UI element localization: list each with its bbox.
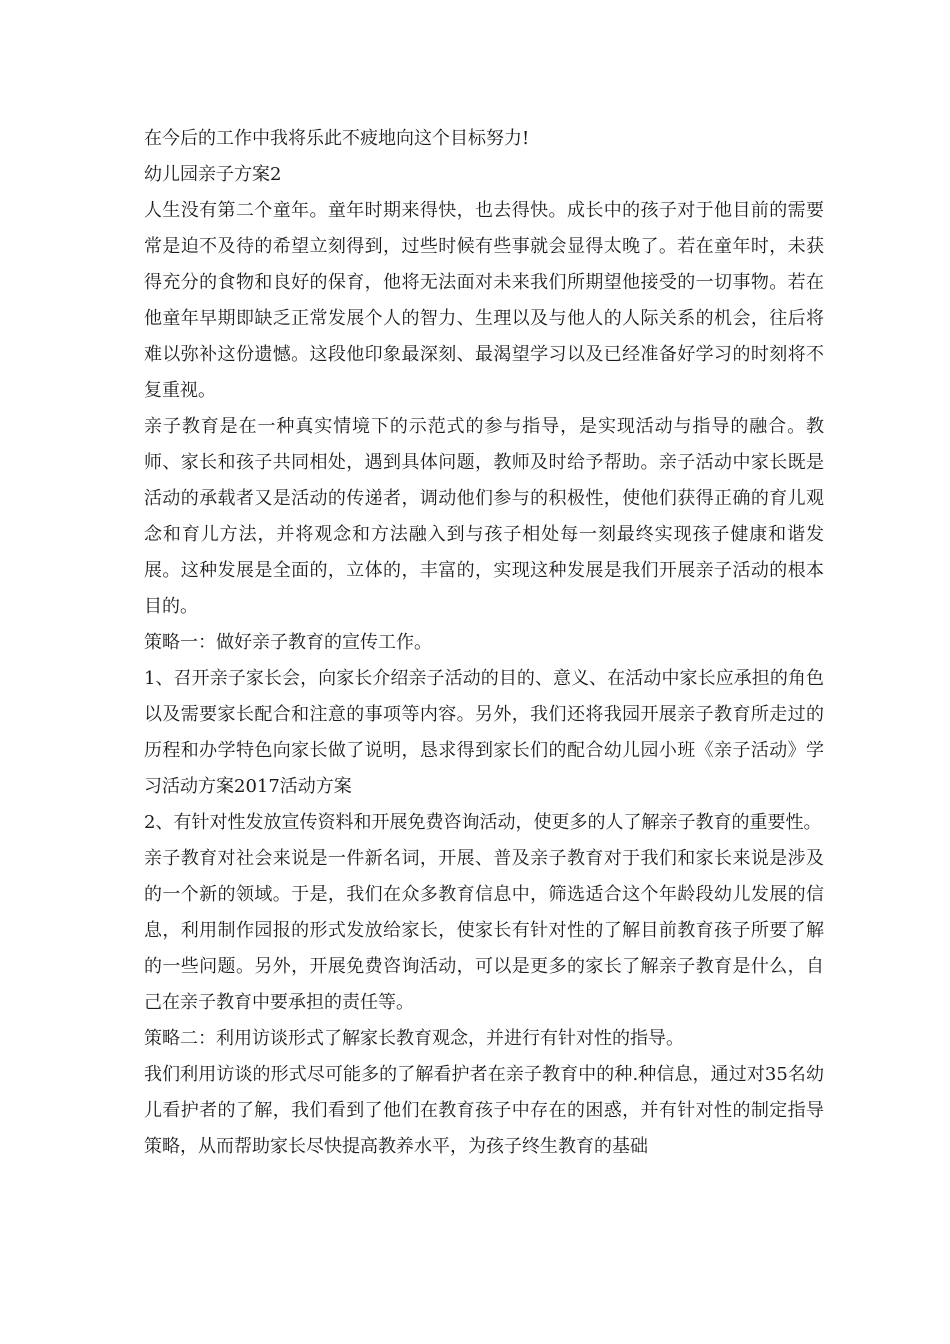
section-heading: 幼儿园亲子方案2 <box>144 164 282 185</box>
strategy-one-heading: 策略一：做好亲子教育的宣传工作。 <box>144 632 432 653</box>
list-item-2: 2、有针对性发放宣传资料和开展免费咨询活动，使更多的人了解亲子教育的重要性。 <box>144 812 822 833</box>
paragraph-interviews: 我们利用访谈的形式尽可能多的了解看护者在亲子教育中的种.种信息，通过对35名幼儿看护者的了解，我们看到了他们在教育孩子中存在的困惑，并有针对性的制定指导策略，从而帮助家长尽快提高教养水平，为孩子终生教育的基础 <box>144 1064 824 1157</box>
list-item-1: 1、召开亲子家长会，向家长介绍亲子活动的目的、意义、在活动中家长应承担的角色以及需要家长配合和注意的事项等内容。另外，我们还将我园开展亲子教育所走过的历程和办学特色向家长做了说明，恳求得到家长们的配合幼儿园小班《亲子活动》学习活动方案2017活动方案 <box>144 668 824 797</box>
paragraph-closing-line: 在今后的工作中我将乐此不疲地向这个目标努力! <box>144 128 530 149</box>
strategy-two-heading: 策略二：利用访谈形式了解家长教育观念，并进行有针对性的指导。 <box>144 1028 684 1049</box>
paragraph-childhood: 人生没有第二个童年。童年时期来得快，也去得快。成长中的孩子对于他目前的需要常是迫不及待的希望立刻得到，过些时候有些事就会显得太晚了。若在童年时，未获得充分的食物和良好的保育，他将无法面对未来我们所期望他接受的一切事物。若在他童年早期即缺乏正常发展个人的智力、生理以及与他人的人际关系的机会，往后将难以弥补这份遗憾。这段他印象最深刻、最渴望学习以及已经准备好学习的时刻将不复重视。 <box>144 200 824 401</box>
paragraph-new-concept: 亲子教育对社会来说是一件新名词，开展、普及亲子教育对于我们和家长来说是涉及的一个新的领域。于是，我们在众多教育信息中，筛选适合这个年龄段幼儿发展的信息，利用制作园报的形式发放给家长，使家长有针对性的了解目前教育孩子所要了解的一些问题。另外，开展免费咨询活动，可以是更多的家长了解亲子教育是什么，自己在亲子教育中要承担的责任等。 <box>144 848 824 1013</box>
document-body <box>144 121 824 1165</box>
paragraph-parent-child-education: 亲子教育是在一种真实情境下的示范式的参与指导，是实现活动与指导的融合。教师、家长和孩子共同相处，遇到具体问题，教师及时给予帮助。亲子活动中家长既是活动的承载者又是活动的传递者，调动他们参与的积极性，使他们获得正确的育儿观念和育儿方法，并将观念和方法融入到与孩子相处每一刻最终实现孩子健康和谐发展。这种发展是全面的，立体的，丰富的，实现这种发展是我们开展亲子活动的根本目的。 <box>144 416 824 617</box>
